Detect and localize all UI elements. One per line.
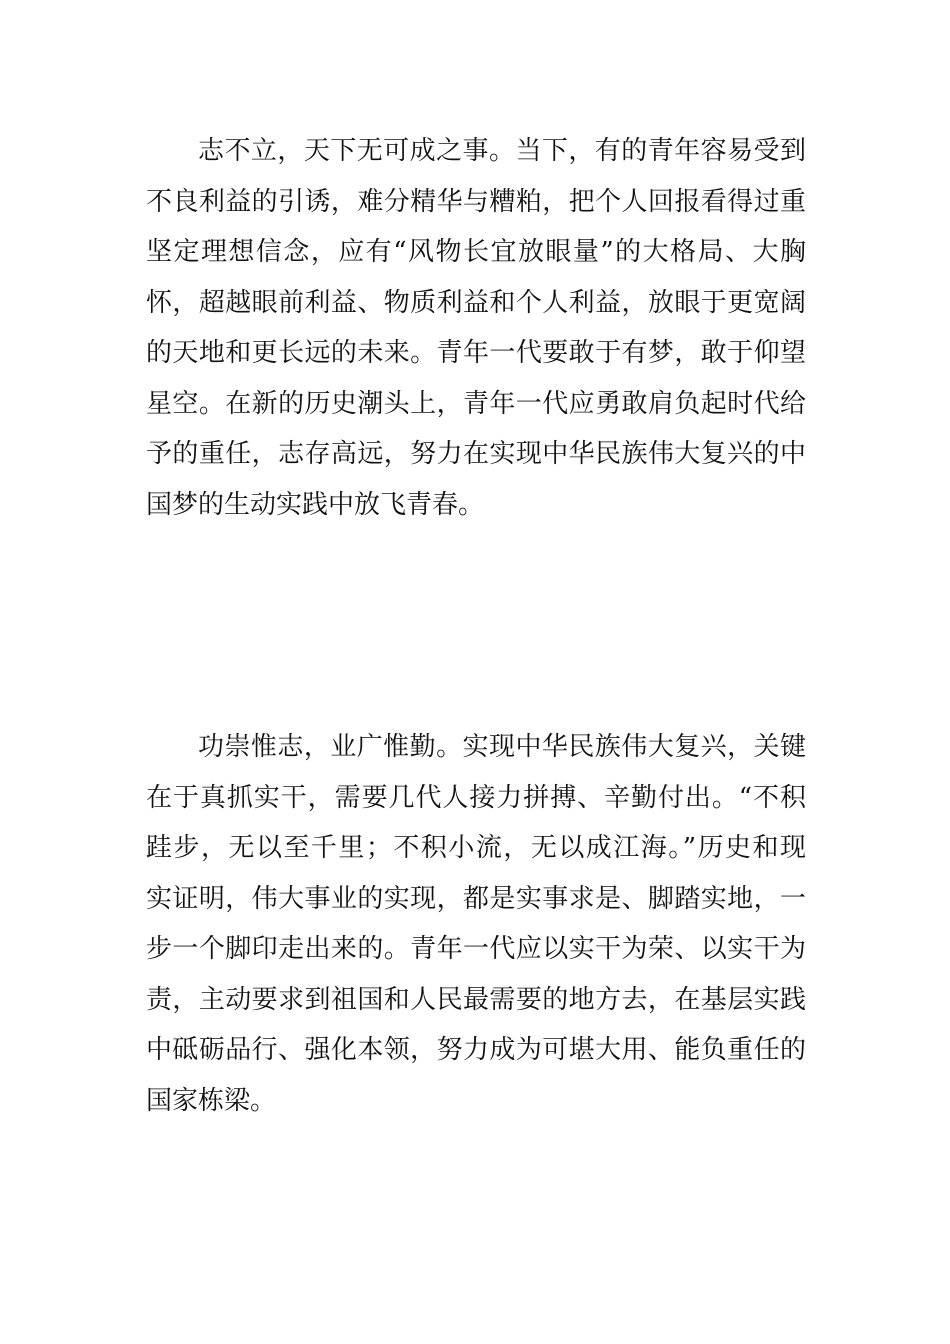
paragraph-line: 星空。在新的历史潮头上，青年一代应勇敢肩负起时代给 — [146, 388, 806, 419]
paragraph-line: 功崇惟志，业广惟勤。实现中华民族伟大复兴，关键 — [198, 732, 806, 762]
paragraph-line: 的天地和更长远的未来。青年一代要敢于有梦，敢于仰望 — [146, 338, 806, 368]
paragraph-line: 坚定理想信念，应有“风物长宜放眼量”的大格局、大胸 — [146, 237, 806, 267]
paragraph-line: 实证明，伟大事业的实现，都是实事求是、脚踏实地，一 — [146, 883, 806, 914]
paragraph-diligence — [146, 722, 806, 1126]
paragraph-line: 国家栋梁。 — [146, 1085, 277, 1116]
paragraph-line: 步一个脚印走出来的。青年一代应以实干为荣、以实干为 — [146, 934, 806, 964]
paragraph-line: 不良利益的引诱，难分精华与糟粕，把个人回报看得过重 — [146, 186, 806, 217]
paragraph-line: 予的重任，志存高远，努力在实现中华民族伟大复兴的中 — [146, 439, 806, 469]
paragraph-line: 跬步，无以至千里；不积小流，无以成江海。”历史和现 — [146, 833, 806, 863]
paragraph-line: 怀，超越眼前利益、物质利益和个人利益，放眼于更宽阔 — [146, 287, 806, 318]
paragraph-line: 志不立，天下无可成之事。当下，有的青年容易受到 — [198, 136, 806, 166]
paragraph-ambition — [146, 126, 806, 530]
paragraph-line: 中砥砺品行、强化本领，努力成为可堪大用、能负重任的 — [146, 1035, 806, 1065]
paragraph-line: 在于真抓实干，需要几代人接力拼搏、辛勤付出。“不积 — [146, 782, 806, 813]
paragraph-line: 责，主动要求到祖国和人民最需要的地方去，在基层实践 — [146, 984, 806, 1015]
paragraph-line: 国梦的生动实践中放飞青春。 — [146, 489, 485, 520]
